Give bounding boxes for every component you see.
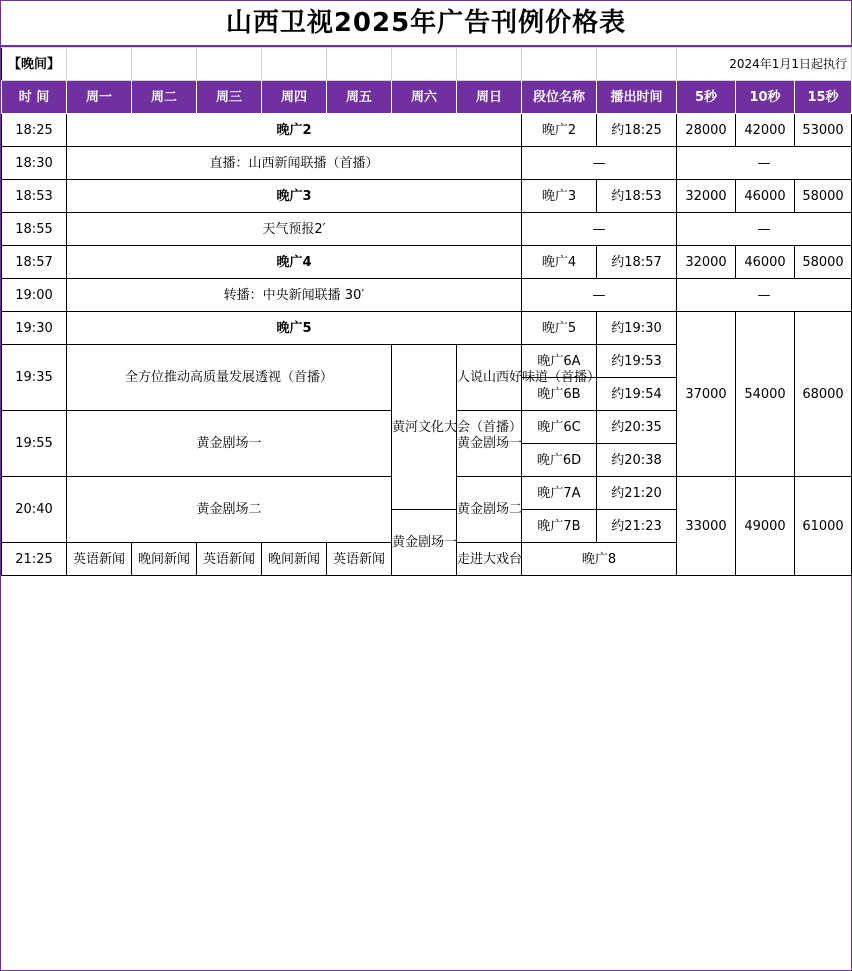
time-cell: 18:53 xyxy=(2,180,67,213)
slot-time-cell: 约19:30 xyxy=(597,312,677,345)
slot-dash-cell: — xyxy=(522,213,677,246)
header-wed: 周三 xyxy=(197,81,262,114)
program-cell: 晚广2 xyxy=(67,114,522,147)
time-cell: 20:40 xyxy=(2,477,67,543)
slot-time-cell: 约19:53 xyxy=(597,345,677,378)
slot-time-cell: 约19:54 xyxy=(597,378,677,411)
slot-time-cell: 约20:38 xyxy=(597,444,677,477)
price-10s: 54000 xyxy=(736,312,795,477)
program-cell: 黄金剧场一 xyxy=(457,411,522,477)
table-row xyxy=(2,279,852,312)
slot-time-cell: 约18:53 xyxy=(597,180,677,213)
header-sun: 周日 xyxy=(457,81,522,114)
price-dash-cell: — xyxy=(677,147,852,180)
time-cell: 18:30 xyxy=(2,147,67,180)
program-cell: 人说山西好味道（首播） xyxy=(457,345,522,411)
effective-date: 2024年1月1日起执行 xyxy=(677,48,852,81)
slot-name-cell: 晚广4 xyxy=(522,246,597,279)
price-5s: 37000 xyxy=(677,312,736,477)
slot-time-cell: 约18:57 xyxy=(597,246,677,279)
price-15s: 61000 xyxy=(795,477,852,576)
price-10s: 49000 xyxy=(736,477,795,576)
header-tue: 周二 xyxy=(132,81,197,114)
header-10s: 10秒 xyxy=(736,81,795,114)
table-row xyxy=(2,312,852,345)
program-cell: 黄金剧场二 xyxy=(67,477,392,543)
price-10s: 42000 xyxy=(736,114,795,147)
program-cell: 走进大戏台 xyxy=(457,543,522,576)
table-row xyxy=(2,213,852,246)
price-table xyxy=(1,47,852,576)
time-cell: 19:30 xyxy=(2,312,67,345)
header-time: 时 间 xyxy=(2,81,67,114)
program-cell: 晚间新闻 xyxy=(262,543,327,576)
program-cell: 全方位推动高质量发展透视（首播） xyxy=(67,345,392,411)
program-cell: 黄河文化大会（首播） xyxy=(392,345,457,510)
header-air-time: 播出时间 xyxy=(597,81,677,114)
header-fri: 周五 xyxy=(327,81,392,114)
price-15s: 58000 xyxy=(795,246,852,279)
page-title: 山西卫视2025年广告刊例价格表 xyxy=(225,8,627,38)
program-cell: 晚广5 xyxy=(67,312,522,345)
price-dash-cell: — xyxy=(677,213,852,246)
header-sat: 周六 xyxy=(392,81,457,114)
price-15s: 53000 xyxy=(795,114,852,147)
slot-name-cell: 晚广6A xyxy=(522,345,597,378)
slot-time-cell: 约20:35 xyxy=(597,411,677,444)
program-cell: 晚广3 xyxy=(67,180,522,213)
price-5s: 32000 xyxy=(677,246,736,279)
program-cell: 黄金剧场一 xyxy=(392,510,457,576)
table-row xyxy=(2,147,852,180)
program-cell: 英语新闻 xyxy=(197,543,262,576)
slot-dash-cell: — xyxy=(522,279,677,312)
time-cell: 18:57 xyxy=(2,246,67,279)
price-dash-cell: — xyxy=(677,279,852,312)
price-5s: 28000 xyxy=(677,114,736,147)
time-cell: 19:35 xyxy=(2,345,67,411)
slot-name-cell: 晚广7A xyxy=(522,477,597,510)
slot-time-cell: 约21:20 xyxy=(597,477,677,510)
time-cell: 19:00 xyxy=(2,279,67,312)
top-info-row xyxy=(2,48,852,81)
price-10s: 46000 xyxy=(736,180,795,213)
program-cell: 黄金剧场一 xyxy=(67,411,392,477)
time-cell: 19:55 xyxy=(2,411,67,477)
time-cell: 18:25 xyxy=(2,114,67,147)
slot-time-cell: 约21:23 xyxy=(597,510,677,543)
evening-label: 【晚间】 xyxy=(2,48,67,81)
slot-name-cell: 晚广6C xyxy=(522,411,597,444)
slot-name-cell: 晚广2 xyxy=(522,114,597,147)
table-row xyxy=(2,246,852,279)
slot-name-cell: 晚广3 xyxy=(522,180,597,213)
program-cell: 英语新闻 xyxy=(327,543,392,576)
header-mon: 周一 xyxy=(67,81,132,114)
price-15s: 68000 xyxy=(795,312,852,477)
price-5s: 33000 xyxy=(677,477,736,576)
time-cell: 18:55 xyxy=(2,213,67,246)
header-slot-name: 段位名称 xyxy=(522,81,597,114)
time-cell: 21:25 xyxy=(2,543,67,576)
price-10s: 46000 xyxy=(736,246,795,279)
slot-name-cell: 晚广5 xyxy=(522,312,597,345)
slot-dash-cell: — xyxy=(522,147,677,180)
slot-name-cell: 晚广6B xyxy=(522,378,597,411)
price-5s: 32000 xyxy=(677,180,736,213)
program-cell: 直播：山西新闻联播（首播） xyxy=(67,147,522,180)
program-cell: 黄金剧场二 xyxy=(457,477,522,543)
program-cell: 英语新闻 xyxy=(67,543,132,576)
slot-name-cell: 晚广6D xyxy=(522,444,597,477)
table-row xyxy=(2,180,852,213)
program-cell: 天气预报2′ xyxy=(67,213,522,246)
table-row xyxy=(2,114,852,147)
program-cell: 晚广4 xyxy=(67,246,522,279)
header-5s: 5秒 xyxy=(677,81,736,114)
header-15s: 15秒 xyxy=(795,81,852,114)
slot-name-cell: 晚广7B xyxy=(522,510,597,543)
header-thu: 周四 xyxy=(262,81,327,114)
slot-time-cell: 约18:25 xyxy=(597,114,677,147)
price-15s: 58000 xyxy=(795,180,852,213)
header-row xyxy=(2,81,852,114)
slot-name-cell: 晚广8 xyxy=(522,543,677,576)
program-cell: 转播：中央新闻联播 30′ xyxy=(67,279,522,312)
program-cell: 晚间新闻 xyxy=(132,543,197,576)
